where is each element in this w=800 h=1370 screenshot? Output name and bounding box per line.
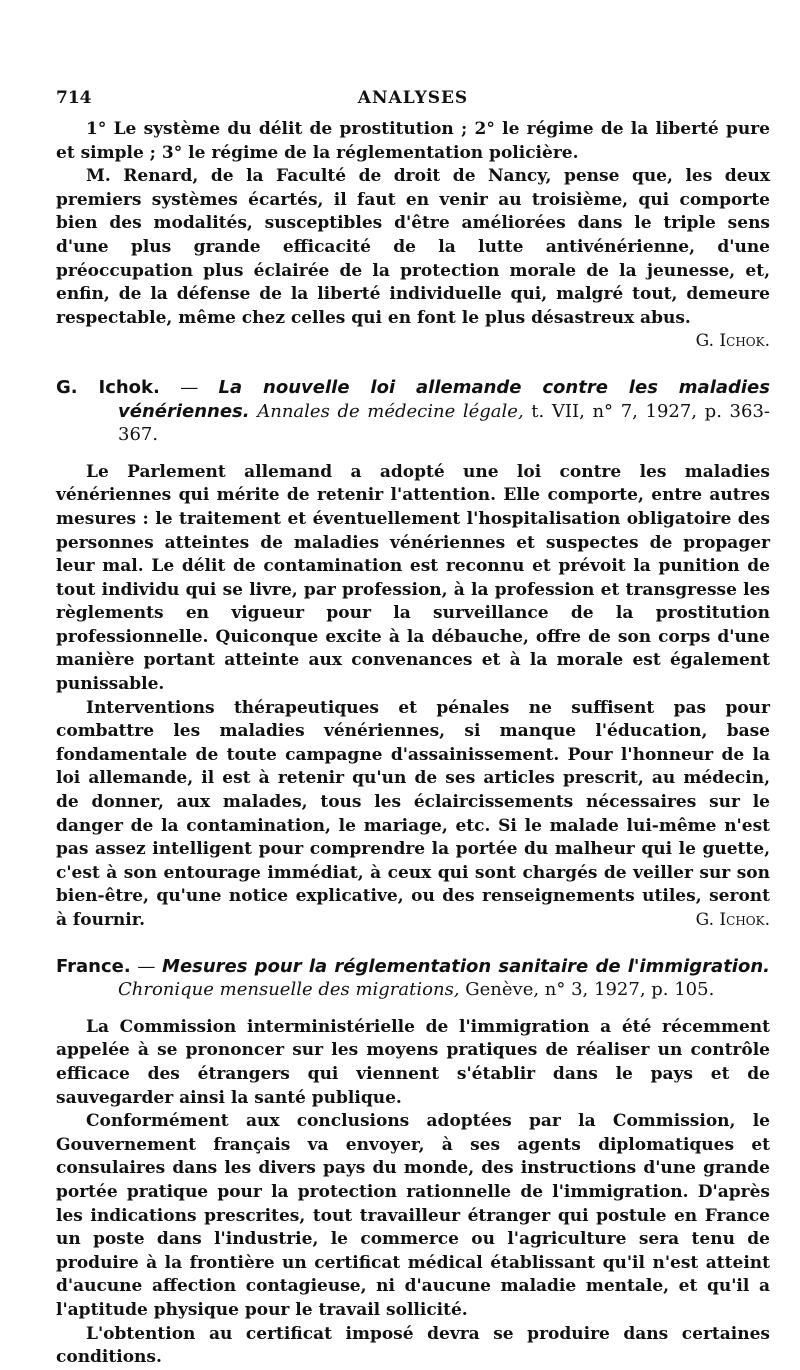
page (56, 88, 770, 1370)
paragraph-text: Interventions thérapeutiques et pénales ne suffisent pas pour combattre les maladies vénériennes, si manque l'éducation, base fondamentale de toute campagne d'assainissement. Pour l'honneur de la loi allemande, il est à retenir qu'un de ses articles prescrit, au médecin, de donner, aux malades, tous les éclaircissements nécessaires sur le danger de la contamination, le mariage, etc. Si le malade lui-même n'est pas assez intelligent pour comprendre la portée du malheur qui le guette, c'est à son entourage immédiat, à ceux qui sont chargés de veiller sur son bien-être, qu'une notice explicative, ou des renseignements utiles, seront à fournir. (56, 697, 770, 930)
paragraph (56, 165, 770, 354)
page-number: 714 (56, 88, 92, 108)
paragraph: L'obtention au certificat imposé devra se produire dans certaines conditions. (56, 1323, 770, 1368)
article-heading (56, 376, 770, 447)
paragraph: La Commission interministérielle de l'immigration a été récemment appelée à se prononcer sur les moyens pratiques de réaliser un contrôle efficace des étrangers qui viennent s'établir dans le pays et de sauvegarder ainsi la santé publique. (56, 1016, 770, 1108)
article-author: G. Ichok. (56, 376, 160, 398)
journal-name: Chronique mensuelle des migrations, (118, 979, 460, 1001)
journal-name: Annales de médecine légale, (257, 400, 524, 422)
paragraph (56, 697, 770, 933)
article-body (56, 461, 770, 933)
signature: G. Ichok. (695, 331, 770, 352)
article-author: France. (56, 955, 131, 977)
heading-dash: — (130, 955, 163, 977)
heading-dash: — (159, 376, 219, 398)
running-head (56, 88, 770, 118)
paragraph: Le Parlement allemand a adopté une loi contre les maladies vénériennes qui mérite de retenir l'attention. Elle comporte, entre autres mesures : le traitement et éventuellement l'hospitalisation obligatoire des personnes atteintes de maladies vénériennes et suspectes de propager leur mal. Le délit de contamination est reconnu et prévoit la punition de tout individu qui se livre, par profession, à la profession et transgresse les règlements en vigueur pour la surveillance de la prostitution professionnelle. Quiconque excite à la débauche, offre de son corps d'une manière portant atteinte aux convenances et à la morale est également punissable. (56, 461, 770, 695)
signature: G. Ichok. (695, 910, 770, 930)
running-head-title: ANALYSES (357, 88, 469, 108)
citation: Genève, n° 3, 1927, p. 105. (459, 979, 715, 1001)
paragraph: Conformément aux conclusions adoptées par la Commission, le Gouvernement français va envoyer, à ses agents diplomatiques et consulaires dans les divers pays du monde, des instructions d'une grande portée pratique pour la protection rationnelle de l'immigration. D'après les indications prescrites, tout travailleur étranger qui postule en France un poste dans l'industrie, le commerce ou l'agriculture sera tenu de produire à la frontière un certificat médical établissant qu'il n'est atteint d'aucune affection contagieuse, ni d'aucune maladie mentale, et qu'il a l'aptitude physique pour le travail sollicité. (56, 1111, 770, 1320)
article-title: La nouvelle loi allemande contre les maladies vénériennes. (118, 376, 770, 422)
article-heading (56, 955, 770, 1002)
previous-article-end (56, 118, 770, 354)
citation: t. VII, n° 7, 1927, p. 363-367. (118, 400, 770, 446)
paragraph: 1° Le système du délit de prostitution ; 2° le régime de la liberté pure et simple ; 3° le régime de la réglementation policière. (56, 119, 770, 163)
article-title: Mesures pour la réglementation sanitaire de l'immigration. (162, 955, 770, 977)
paragraph-text: M. Renard, de la Faculté de droit de Nancy, pense que, les deux premiers systèmes écartés, il faut en venir au troisième, qui comporte bien des modalités, susceptibles d'être améliorées dans le triple sens d'une plus grande efficacité de la lutte antivénérienne, d'une préoccupation plus éclairée de la protection morale de la jeunesse, et, enfin, de la défense de la liberté individuelle qui, malgré tout, demeure respectable, même chez celles qui en font le plus désastreux abus. (56, 166, 770, 328)
article-body (56, 1016, 770, 1370)
